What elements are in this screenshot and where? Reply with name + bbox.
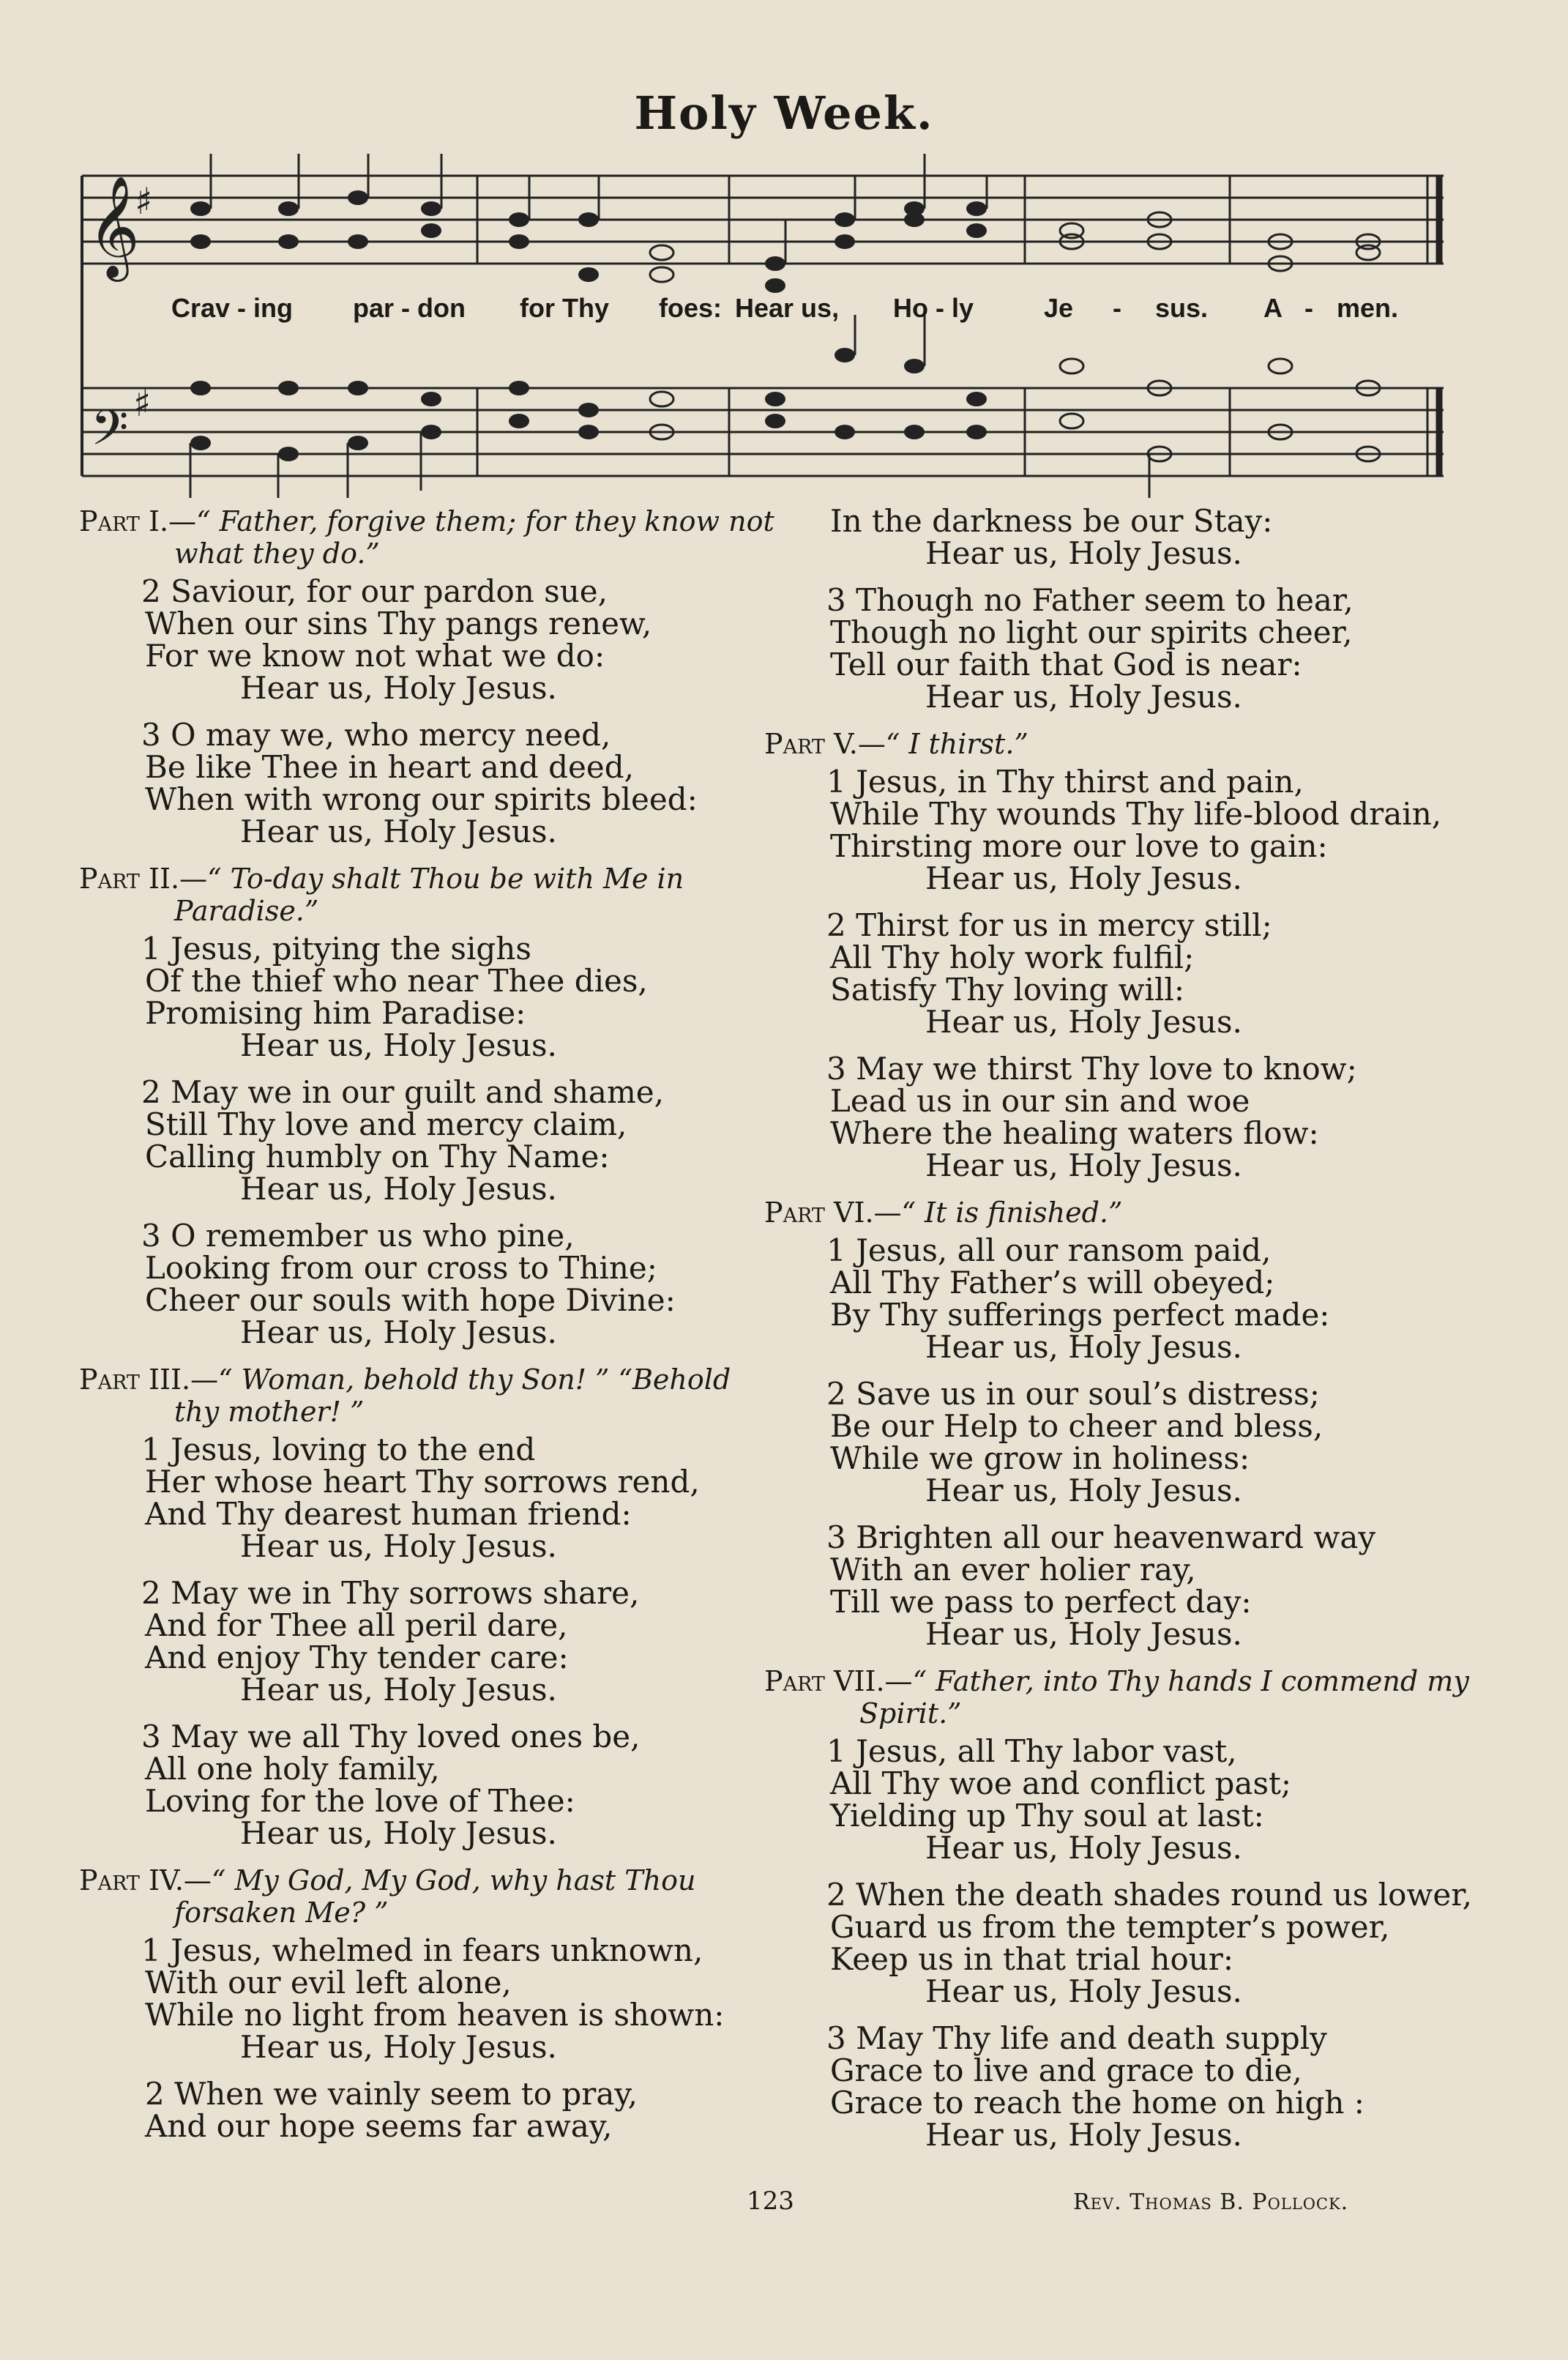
stanza-line: Hear us, Holy Jesus. (240, 1314, 557, 1350)
part-label: Part IV.— (79, 1864, 212, 1896)
part-quote: “ My God, My God, why hast Thou forsaken Me? ” (174, 1864, 696, 1929)
stanza-line: And enjoy Thy tender care: (145, 1639, 569, 1675)
stanza-line: Hear us, Holy Jesus. (925, 2117, 1242, 2153)
stanza (141, 573, 796, 706)
part-heading (764, 1665, 1496, 1730)
stanza-line: Her whose heart Thy sorrows rend, (145, 1464, 700, 1500)
part-quote: “ Father, forgive them; for they know not what they do.” (174, 505, 774, 570)
stanza (826, 582, 1496, 715)
stanza (141, 1074, 796, 1207)
stanza-line: 2 When we vainly seem to pray, (145, 2076, 638, 2112)
stanza-line: Hear us, Holy Jesus. (925, 679, 1242, 715)
stanza-line: Though no light our spirits cheer, (830, 614, 1353, 650)
stanza-line: 3 May we all Thy loved ones be, (141, 1719, 641, 1754)
stanza-line: Still Thy love and mercy claim, (145, 1106, 627, 1142)
stanza-line: 3 Brighten all our heavenward way (826, 1519, 1376, 1555)
stanza-line: Hear us, Holy Jesus. (925, 1616, 1242, 1652)
music-score (76, 146, 1452, 513)
stanza-line: Tell our faith that God is near: (830, 647, 1302, 682)
stanza (141, 1575, 796, 1708)
svg-text:𝄢: 𝄢 (91, 400, 129, 468)
stanza-line: 2 Saviour, for our pardon sue, (141, 573, 608, 609)
svg-text:𝄞: 𝄞 (88, 176, 140, 278)
lyric-syllable: Je (1044, 293, 1074, 323)
stanza-line: 1 Jesus, pitying the sighs (141, 931, 531, 967)
stanza-line: And Thy dearest human friend: (145, 1496, 632, 1532)
stanza-line: 2 When the death shades round us lower, (826, 1877, 1473, 1913)
stanza-line: Hear us, Holy Jesus. (240, 1528, 557, 1564)
stanza-line: Hear us, Holy Jesus. (240, 814, 557, 849)
part-quote: “ Woman, behold thy Son! ” “Behold thy mother! ” (174, 1363, 731, 1428)
stanza-line: Hear us, Holy Jesus. (925, 1473, 1242, 1508)
stanza-line: Of the thief who near Thee dies, (145, 963, 648, 999)
lyric-syllable: Ho - ly (893, 293, 974, 323)
svg-text:♯: ♯ (133, 382, 152, 425)
right-column (764, 505, 1496, 2166)
part-label: Part I.— (79, 505, 197, 537)
part-label: Part VI.— (764, 1196, 902, 1229)
lyric-syllable: men. (1337, 293, 1399, 323)
stanza-line: 1 Jesus, whelmed in fears unknown, (141, 1932, 703, 1968)
stanza-line: All one holy family, (145, 1751, 440, 1787)
stanza-line: Where the healing waters flow: (830, 1115, 1319, 1151)
stanza-line: Hear us, Holy Jesus. (925, 1973, 1242, 2009)
stanza-line: Be our Help to cheer and bless, (830, 1408, 1324, 1444)
stanza-line: Hear us, Holy Jesus. (925, 1329, 1242, 1365)
page-title: Holy Week. (634, 86, 934, 140)
stanza (141, 717, 796, 849)
stanza-line: Hear us, Holy Jesus. (240, 1815, 557, 1851)
author-credit: Rev. Thomas B. Pollock. (1073, 2189, 1349, 2215)
lyric-syllable: - (1113, 293, 1121, 323)
stanza (826, 1232, 1496, 1365)
stanza-line: Hear us, Holy Jesus. (925, 1147, 1242, 1183)
stanza-line: Satisfy Thy loving will: (830, 972, 1185, 1008)
stanza-line: 2 Save us in our soul’s distress; (826, 1376, 1320, 1412)
stanza-line: 1 Jesus, in Thy thirst and pain, (826, 764, 1304, 800)
stanza-line: All Thy holy work fulfil; (830, 939, 1195, 975)
stanza-line: When our sins Thy pangs renew, (145, 606, 652, 641)
stanza-line: Loving for the love of Thee: (145, 1783, 575, 1819)
stanza-line: 3 May we thirst Thy love to know; (826, 1051, 1357, 1087)
stanza-line: Promising him Paradise: (145, 995, 526, 1031)
stanza-line: While Thy wounds Thy life-blood drain, (830, 796, 1442, 832)
stanza-line: With our evil left alone, (145, 1965, 512, 2000)
part-quote: “ I thirst.” (885, 728, 1028, 760)
stanza (826, 1376, 1496, 1508)
stanza-line: Cheer our souls with hope Divine: (145, 1282, 676, 1318)
part-heading (764, 728, 1496, 760)
lyric-syllable: sus. (1155, 293, 1209, 323)
lyric-syllable: par - don (353, 293, 466, 323)
stanza-line: All Thy Father’s will obeyed; (830, 1265, 1275, 1300)
stanza-line: Hear us, Holy Jesus. (240, 670, 557, 706)
stanza-line: Thirsting more our love to gain: (830, 828, 1328, 864)
part-heading (79, 505, 796, 570)
stanza-line: Looking from our cross to Thine; (145, 1250, 657, 1286)
stanza (141, 1719, 796, 1851)
svg-text:♯: ♯ (135, 180, 153, 223)
stanza-line: With an ever holier ray, (830, 1552, 1196, 1587)
part-heading (764, 1196, 1496, 1229)
lyric-syllable: - (1304, 293, 1313, 323)
part-label: Part II.— (79, 863, 208, 895)
stanza-line: Yielding up Thy soul at last: (830, 1798, 1264, 1834)
stanza-line: Hear us, Holy Jesus. (925, 860, 1242, 896)
stanza-line: Keep us in that trial hour: (830, 1941, 1234, 1977)
stanza-line: 1 Jesus, loving to the end (141, 1432, 536, 1467)
stanza-line: And our hope seems far away, (145, 2108, 613, 2144)
stanza-line: While no light from heaven is shown: (145, 1997, 725, 2033)
stanza-line: Grace to live and grace to die, (830, 2052, 1302, 2088)
stanza-line: Till we pass to perfect day: (830, 1584, 1252, 1620)
stanza-line: By Thy sufferings perfect made: (830, 1297, 1330, 1333)
lyric-syllable: for Thy (520, 293, 609, 323)
stanza-line: Calling humbly on Thy Name: (145, 1139, 610, 1175)
stanza (830, 505, 1496, 570)
stanza-line: Hear us, Holy Jesus. (925, 535, 1242, 571)
lyric-syllable: Hear us, (735, 293, 840, 323)
stanza-line: And for Thee all peril dare, (145, 1607, 568, 1643)
stanza-line: Hear us, Holy Jesus. (240, 1171, 557, 1207)
stanza-line: 3 O remember us who pine, (141, 1218, 575, 1254)
stanza (141, 1218, 796, 1350)
stanza-line: Be like Thee in heart and deed, (145, 749, 634, 785)
stanza-line: In the darkness be our Stay: (830, 503, 1273, 539)
stanza-line: 3 Though no Father seem to hear, (826, 582, 1354, 618)
lyric-syllable: A (1263, 293, 1283, 323)
stanza-line: 3 May Thy life and death supply (826, 2020, 1327, 2056)
stanza-line: All Thy woe and conflict past; (830, 1765, 1292, 1801)
part-quote: “ Father, into Thy hands I commend my Spirit.” (859, 1665, 1469, 1730)
stanza-line: 3 O may we, who mercy need, (141, 717, 611, 753)
stanza-line: When with wrong our spirits bleed: (145, 781, 698, 817)
part-quote: “ To-day shalt Thou be with Me in Paradise.” (174, 863, 684, 927)
part-heading (79, 1363, 796, 1428)
stanza-line: Guard us from the tempter’s power, (830, 1909, 1390, 1945)
page-number: 123 (747, 2186, 794, 2216)
stanza-line: Lead us in our sin and woe (830, 1083, 1250, 1119)
stanza-line: While we grow in holiness: (830, 1440, 1250, 1476)
stanza-line: 2 May we in our guilt and shame, (141, 1074, 664, 1110)
stanza (826, 1733, 1496, 1866)
stanza-line: Hear us, Holy Jesus. (240, 1027, 557, 1063)
lyric-syllable: foes: (659, 293, 723, 323)
part-quote: “ It is finished.” (901, 1196, 1123, 1229)
stanza (141, 1932, 796, 2065)
part-label: Part VII.— (764, 1665, 913, 1697)
stanza (141, 931, 796, 1063)
stanza (826, 907, 1496, 1040)
stanza (826, 1877, 1496, 2009)
stanza-line: 2 Thirst for us in mercy still; (826, 907, 1272, 943)
left-column (79, 505, 796, 2143)
stanza-line: Hear us, Holy Jesus. (925, 1004, 1242, 1040)
stanza-line: 2 May we in Thy sorrows share, (141, 1575, 640, 1611)
stanza-line: 1 Jesus, all Thy labor vast, (826, 1733, 1237, 1769)
stanza (826, 1519, 1496, 1652)
stanza (141, 1432, 796, 1564)
stanza (826, 1051, 1496, 1183)
stanza (826, 2020, 1496, 2153)
stanza-line: Hear us, Holy Jesus. (240, 2029, 557, 2065)
stanza-line: 1 Jesus, all our ransom paid, (826, 1232, 1272, 1268)
stanza-line: Grace to reach the home on high : (830, 2085, 1364, 2121)
stanza (145, 2078, 796, 2143)
part-heading (79, 863, 796, 927)
stanza-line: Hear us, Holy Jesus. (240, 1672, 557, 1708)
stanza-line: Hear us, Holy Jesus. (925, 1830, 1242, 1866)
part-label: Part V.— (764, 728, 886, 760)
lyric-syllable: Crav - ing (171, 293, 294, 323)
part-heading (79, 1864, 796, 1929)
stanza (826, 764, 1496, 896)
stanza-line: For we know not what we do: (145, 638, 605, 674)
part-label: Part III.— (79, 1363, 219, 1396)
